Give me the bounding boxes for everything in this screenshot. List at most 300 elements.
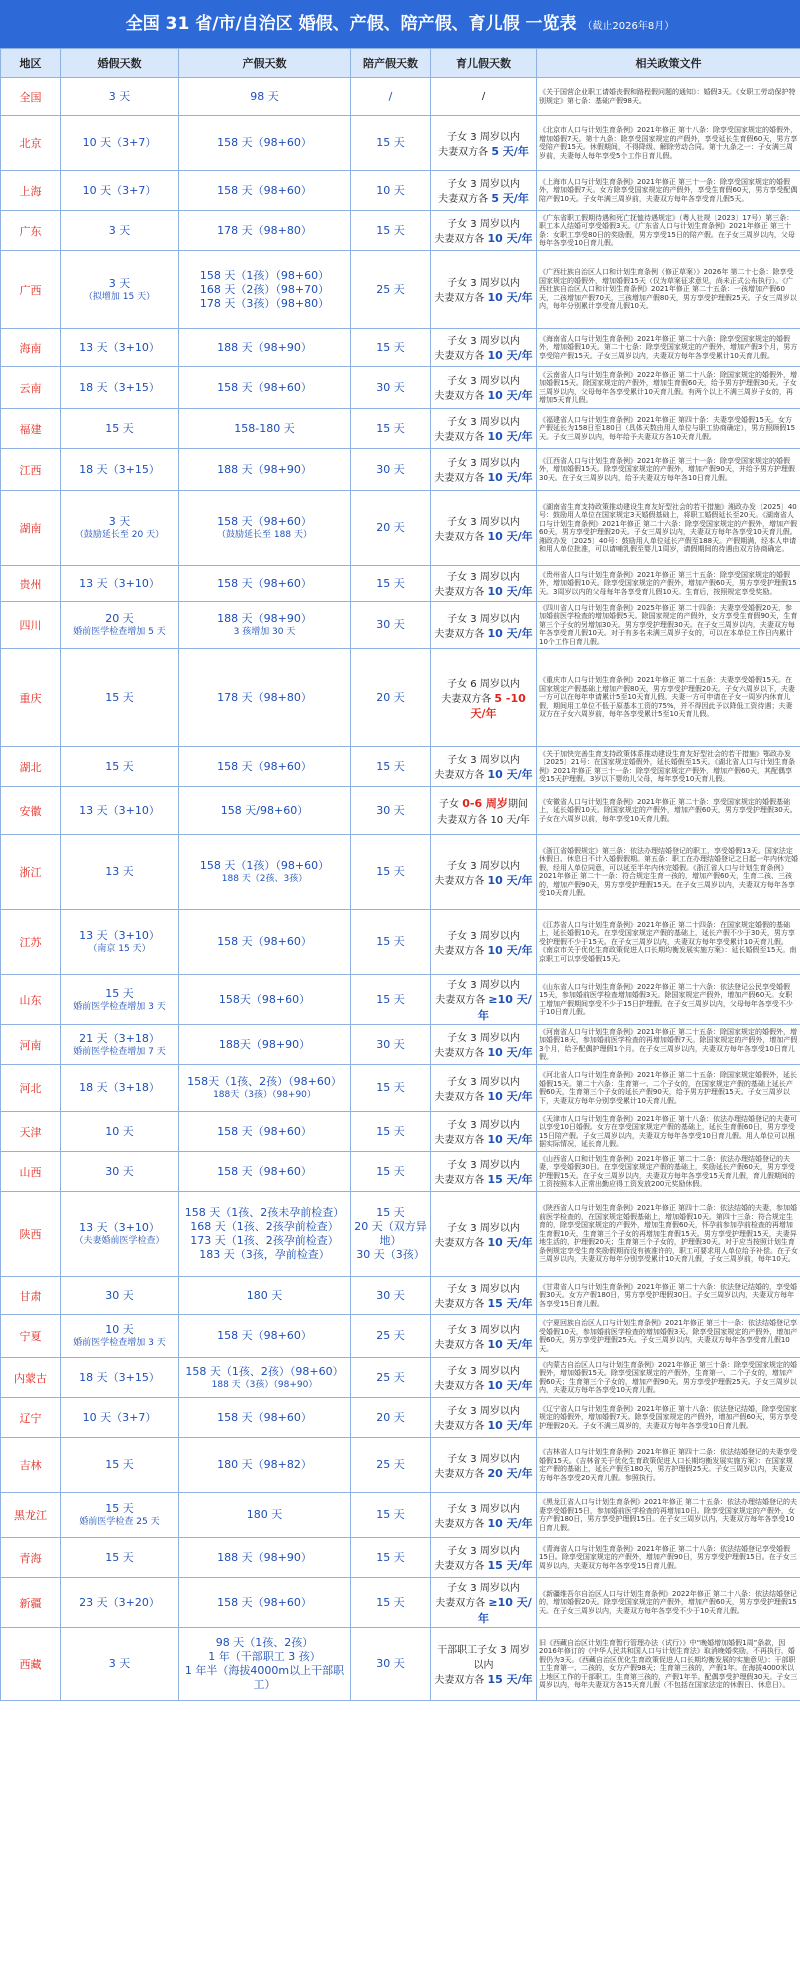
childcare-days: 10 天/年 [487,1337,533,1351]
policy-cell: 《重庆市人口与计划生育条例》2021年修正 第二十五条：夫妻享受婚假15天。在国家规定产假基础上增加产假80天，男方享受护理假20天。子女六周岁以下，夫妻一方可以在每年申请累计5至10天育儿假。夫妻一方可申请在子女一周岁内休育儿假，期间用工单位不低于原基本工资的75%，并不得因此予以降低工资待遇；夫妻双方在子女六周岁前，每年各享受累计5至10天育儿假。 [537,649,800,747]
region-cell: 广东 [1,211,61,251]
childcare-cell [431,1112,537,1152]
region-cell: 江苏 [1,910,61,975]
page-title [0,0,800,48]
header-policy: 相关政策文件 [537,49,800,78]
table-row [1,78,800,116]
marriage-cell [61,1358,179,1398]
table-row [1,491,800,566]
marriage-cell [61,449,179,491]
region-cell: 安徽 [1,787,61,835]
maternity-cell [179,1493,351,1538]
paternity-days: 20 天（双方异地） [354,1220,427,1247]
marriage-days: 13 天（3+10） [79,929,160,942]
marriage-days: 15 天 [105,1502,134,1515]
maternity-cell [179,1112,351,1152]
marriage-cell [61,78,179,116]
childcare-days: 15 天/年 [487,1297,533,1310]
childcare-cell [431,211,537,251]
paternity-cell [351,211,431,251]
maternity-days: 98 天（1孩、2孩） [215,1636,314,1649]
paternity-days: 15 天 [376,1081,405,1094]
maternity-days: 158 天（98+60） [217,1124,312,1138]
paternity-cell [351,1277,431,1315]
maternity-cell [179,367,351,409]
childcare-text: 子女 3 周岁以内 夫妻双方各 [434,613,520,640]
childcare-text: 子女 3 周岁以内 夫妻双方各 [435,1583,520,1609]
policy-cell: 《山东省人口与计划生育条例》2022年修正 第二十六条：依法登记公民享受婚假15天，参加婚前医学检查增加婚假3天。除国家规定产假外，增加产假60天。女职工增加产假期间享受不少于15日护理假。在子女三周岁以内，父母每年各享受不少于10日育儿假。 [537,975,800,1025]
maternity-days: 158 天/98+60） [220,803,309,817]
childcare-cell [431,171,537,211]
childcare-days: 10 天/年 [487,389,533,402]
table-row [1,1277,800,1315]
childcare-cell [431,787,537,835]
paternity-days: 30 天 [376,462,405,476]
marriage-days: 15 天 [105,986,134,1000]
paternity-cell [351,835,431,910]
childcare-cell [431,910,537,975]
maternity-days: 158 天（1孩）（98+60） [199,859,330,872]
paternity-days: 15 天 [376,421,405,435]
childcare-text: 子女 3 周岁以内 夫妻双方各 [434,1033,520,1059]
policy-cell: 《上海市人口与计划生育条例》2021年修正 第三十一条：除享受国家规定的婚假外，增加婚假7天。女方除享受国家规定的产假外，享受生育假60天，男方享受配偶陪产假10天。子女年满三周岁前，夫妻双方每年各享受育儿假5天。 [537,171,800,211]
marriage-days: 13 天 [105,865,134,878]
maternity-cell [179,1277,351,1315]
childcare-text: 干部职工子女 3 周岁以内 夫妻双方各 [434,1645,530,1686]
maternity-days: 188 天（98+90） [217,1550,312,1564]
region-cell: 天津 [1,1112,61,1152]
maternity-cell [179,409,351,449]
region-cell: 重庆 [1,649,61,747]
marriage-days: 15 天 [105,690,134,704]
paternity-days: / [388,89,393,103]
childcare-days: 10 天/年 [487,1235,533,1249]
maternity-note: （鼓励延长至 188 天） [217,530,312,540]
marriage-note: 婚前医学检查 25 天 [79,1517,160,1527]
paternity-days: 30 天 [376,1037,405,1051]
marriage-days: 15 天 [105,1458,134,1471]
policy-cell: 《四川省人口与计划生育条例》2025年修正 第二十四条：夫妻享受婚假20天，参加婚前医学检查的增加婚假5天。除国家规定的产假外，女方享受生育假90天，生育第三个子女的另增加30天。男方享受护理假30天。在子女三周岁以内，夫妻双方每年各享受育儿假10天。对于有多名未满三周岁子女的，可以在本单位工作日内累计10个工作日育儿假。 [537,602,800,649]
header-region: 地区 [1,49,61,78]
policy-cell: 《浙江省婚假规定》第三条：依法办理结婚登记的职工，享受婚假13天。国家法定休假日、休息日不计入婚假假期。第五条：职工在办理结婚登记之日起一年内休完婚假，经用人单位同意，可以延至半年内休完婚假。《浙江省人口与计划生育条例》2021年修正 第二十一条：符合规定生育一孩的，增加产假60天，生育二孩、三孩的，增加产假90天，男方享受护理假15天。在子女三周岁以内，夫妻双方每年各享受10天育儿假。 [537,835,800,910]
paternity-days: 30 天 [376,380,405,394]
table-header-row [1,49,800,78]
paternity-cell [351,787,431,835]
childcare-cell [431,1578,537,1628]
policy-cell: 《湖南省生育支持政策推动建设生育友好型社会的若干措施》湘政办发〔2025〕40号：鼓励用人单位在国家规定3天婚假基础上，将职工婚假延长至20天。《湖南省人口与计划生育条例》2021年修正 第二十六条：除享受国家规定的产假外，增加产假60天，男方享受护理假20天。子女三周岁以内，夫妻双方每年各享受10天育儿假。湘政办发〔2025〕40号：鼓励用人单位延长产假至188天。产假期满，经本人申请和用人单位批准，可以请哺乳假至婴儿1周岁，请假期间的待遇由双方协商确定。 [537,491,800,566]
childcare-days: 10 天/年 [487,291,533,304]
childcare-text: 子女 3 周岁以内 夫妻双方各 [434,1324,520,1351]
paternity-days: 15 天 [376,1550,405,1564]
maternity-cell [179,602,351,649]
childcare-days: 10 天/年 [487,873,533,887]
paternity-days: 10 天 [376,183,405,197]
marriage-cell [61,1192,179,1277]
policy-cell: 《青海省人口与计划生育条例》2021年修正 第二十八条：依法结婚登记享受婚假15日。除享受国家规定的产假外，增加产假90日，男方享受护理假15日。在子女三周岁以内，夫妻双方每年各享受15日育儿假。 [537,1538,800,1578]
childcare-cell [431,566,537,602]
marriage-cell [61,491,179,566]
table-row [1,329,800,367]
region-cell: 北京 [1,116,61,171]
marriage-days: 18 天（3+15） [79,380,160,394]
marriage-days: 10 天（3+7） [82,183,157,197]
region-cell: 湖北 [1,747,61,787]
childcare-days: 5 天/年 [491,192,529,205]
childcare-text: 子女 3 周岁以内 夫妻双方各 [434,860,520,887]
maternity-days: 158 天（98+60） [217,935,312,948]
childcare-cell [431,747,537,787]
marriage-cell [61,409,179,449]
childcare-text: 子女 3 周岁以内 夫妻双方各 [438,179,520,205]
marriage-days: 23 天（3+20） [79,1595,160,1609]
marriage-cell [61,1315,179,1358]
table-row [1,787,800,835]
title-main: 全国 31 省/市/自治区 婚假、产假、陪产假、育儿假 一览表 [125,14,577,34]
maternity-cell [179,1315,351,1358]
maternity-note: 1 年（干部职工 3 孩） [208,1650,321,1663]
childcare-cell [431,649,537,747]
paternity-cell [351,1438,431,1493]
paternity-days: 15 天 [376,1595,405,1609]
childcare-cell [431,1277,537,1315]
policy-cell: 《吉林省人口与计划生育条例》2021年修正 第四十二条：依法结婚登记的夫妻享受婚假15天。《吉林省关于优化生育政策促进人口长期均衡发展实施方案》：在国家规定产假的基础上，延长产假至180天，男方护理假25天。子女三周岁以内，夫妻双方每年各享受20天育儿假。参照执行。 [537,1438,800,1493]
childcare-text: 子女 3 周岁以内 夫妻双方各 [434,1076,520,1103]
maternity-days: 158 天（98+60） [217,1164,312,1178]
region-cell: 吉林 [1,1438,61,1493]
childcare-cell [431,251,537,329]
childcare-text: 子女 3 周岁以内 夫妻双方各 [434,516,520,543]
marriage-days: 10 天（3+7） [82,1410,157,1424]
maternity-cell [179,787,351,835]
childcare-text: 子女 3 周岁以内 夫妻双方各 [434,1120,520,1146]
paternity-days: 25 天 [376,1329,405,1342]
childcare-text: 子女 3 周岁以内 夫妻双方各 [434,1160,520,1186]
table-row [1,1538,800,1578]
maternity-cell [179,566,351,602]
paternity-days: 15 天 [376,136,405,149]
childcare-text: 子女 3 周岁以内 夫妻双方各 [438,131,520,158]
marriage-days: 3 天 [108,515,131,528]
region-cell: 陕西 [1,1192,61,1277]
marriage-note: （拟增加 15 天） [83,291,156,302]
childcare-text: 子女 [439,799,463,810]
maternity-days: 158 天（98+60） [217,1329,312,1342]
maternity-days: 98 天 [250,89,279,103]
marriage-cell [61,1398,179,1438]
policy-cell: 旧《西藏自治区计划生育暂行管理办法（试行）》中“晚婚增加婚假1周”条款，因2016年修订的《中华人民共和国人口与计划生育法》取消晚婚奖励，不再执行，婚假仍为3天。《西藏自治区优化生育政策促进人口长期均衡发展的实施意见》：干部职工生育第一、二孩的，女方产假98天；生育第三孩的，产假1年。在海拔4000米以上地区工作的干部职工，生育第三孩的，产假1年半。配偶享受护理假30天。子女三周岁以内，每年夫妻双方各15天育儿假（不包括在国家法定的休假日、休息日）。 [537,1628,800,1701]
childcare-cell [431,1025,537,1065]
table-row [1,449,800,491]
paternity-days: 25 天 [376,1458,405,1471]
paternity-days: 15 天 [376,223,405,237]
table-row [1,1192,800,1277]
maternity-days: 188天（98+90） [218,1037,311,1051]
region-cell: 浙江 [1,835,61,910]
paternity-cell [351,1628,431,1701]
marriage-days: 13 天（3+10） [79,803,160,817]
maternity-note: 1 年半（海拔4000m以上干部职工） [184,1664,345,1691]
paternity-days: 15 天 [376,865,405,878]
childcare-text: 子女 3 周岁以内 夫妻双方各 [434,1503,520,1530]
childcare-days: 5 -10 天/年 [470,691,526,720]
region-cell: 云南 [1,367,61,409]
marriage-cell [61,1628,179,1701]
table-row [1,975,800,1025]
paternity-days: 15 天 [376,1508,405,1521]
table-row [1,251,800,329]
maternity-note: 178 天（3孩）（98+80） [199,296,330,310]
policy-cell: 《陕西省人口与计划生育条例》2021年修正 第四十二条：依法结婚的夫妻，参加婚前医学检查的，在国家规定婚假基础上，增加婚假10天。第四十三条：符合规定生育的，除享受国家规定的产假外，增加生育假60天，怀孕前参加孕前检查的再增加生育假10天，生育第三个子女的再增加生育假15天。男方享受护理假15天，夫妻异地生活的，护理假20天；生育第三个子女的，护理假30天。对于应当按照计划生育条例规定享受生育奖励假期而没有被准许的，职工可要求用人单位给予补偿。在子女三周岁以内，夫妻双方每年分别享受累计10天育儿假，子女三周岁前，每年10天。 [537,1192,800,1277]
childcare-cell [431,78,537,116]
marriage-cell [61,251,179,329]
table-row [1,566,800,602]
maternity-cell [179,211,351,251]
marriage-days: 10 天 [105,1323,134,1336]
childcare-days: 10 天/年 [487,626,533,640]
paternity-days: 15 天 [376,759,405,773]
table-row [1,367,800,409]
childcare-cell [431,1398,537,1438]
childcare-text: 子女 3 周岁以内 夫妻双方各 [434,219,520,245]
paternity-cell [351,1538,431,1578]
policy-cell: 《甘肃省人口与计划生育条例》2021年修正 第二十六条：依法登记结婚的，享受婚假30天。女方产假180日，男方享受护理假30日。子女三周岁以内，夫妻双方每年各享受15日育儿假。 [537,1277,800,1315]
childcare-text: 子女 3 周岁以内 夫妻双方各 [434,1406,520,1432]
marriage-note: （南京 15 天） [88,944,151,954]
maternity-days: 178 天（98+80） [217,690,312,704]
childcare-text: 子女 6 周岁以内 夫妻双方各 [441,678,520,705]
childcare-days: 10 天/年 [487,349,533,362]
policy-cell: 《辽宁省人口与计划生育条例》2021年修正 第十八条：依法登记结婚，除享受国家规定的婚假外，增加婚假7天。除享受国家规定的产假外，增加产假60天，男方享受护理假20天。子女不满三周岁的，夫妻双方每年各享受10日育儿假。 [537,1398,800,1438]
marriage-cell [61,787,179,835]
region-cell: 海南 [1,329,61,367]
childcare-days: 15 天/年 [487,1559,533,1572]
childcare-days: 10 天/年 [487,1089,533,1103]
marriage-cell [61,1112,179,1152]
table-row [1,171,800,211]
childcare-days: 15 天/年 [487,1673,533,1686]
policy-cell: 《河北省人口与计划生育条例》2021年修正 第二十五条：除国家规定婚假外，延长婚假15天。第二十六条：生育第一、二个子女的，在国家规定产假的基础上延长产假60天，生育第三个子女的延长产假90天，给予男方护理假15天。子女三周岁以下，夫妻双方每年分别享受累计10天育儿假。 [537,1065,800,1112]
paternity-days: 15 天 [376,992,405,1006]
childcare-days: 10 天/年 [487,430,533,443]
paternity-days: 15 天 [376,935,405,948]
childcare-days: 10 天/年 [487,943,533,957]
maternity-days: 158 天（98+60） [217,183,312,197]
maternity-cell [179,329,351,367]
childcare-days: 10 天/年 [487,1046,533,1059]
policy-cell: 《江西省人口与计划生育条例》2021年修正 第三十一条：除享受国家规定的婚假外，增加婚假15天。除享受国家规定的产假外，增加产假90天，并给予男方护理假30天。在子女三周岁以内，给予夫妻双方每年各10日育儿假。 [537,449,800,491]
paternity-days: 30 天 [376,1657,405,1670]
marriage-cell [61,1438,179,1493]
childcare-text: 子女 3 周岁以内 夫妻双方各 [434,572,520,598]
childcare-days: ≥10 天/年 [478,1596,532,1625]
childcare-cell [431,1192,537,1277]
childcare-text: 子女 3 周岁以内 夫妻双方各 [435,980,520,1006]
policy-cell: 《天津市人口与计划生育条例》2021年修正 第十八条：依法办理结婚登记的夫妻可以享受10日婚假。女方在享受国家规定产假的基础上，延长生育假60日，男方享受15日陪产假。子女三周岁以内，夫妻双方每年各享受10日育儿假。用人单位可以根据实际情况，延长育儿假。 [537,1112,800,1152]
marriage-cell [61,211,179,251]
maternity-days: 158 天（1孩、2孩未孕前检查） [184,1206,345,1219]
paternity-cell [351,1315,431,1358]
marriage-note: 婚前医学检查增加 5 天 [73,627,166,637]
maternity-cell [179,747,351,787]
policy-cell: 《安徽省人口与计划生育条例》2021年修正 第二十条：享受国家规定的婚假基础上，延长婚假10天。除国家规定的产假外，增加产假60天，男方享受护理假30天。子女在六周岁以前，每年享受10天育儿假。 [537,787,800,835]
childcare-text: 子女 3 周岁以内 夫妻双方各 [434,930,520,957]
marriage-note: 婚前医学检查增加 7 天 [73,1046,166,1057]
childcare-days: 10 天/年 [487,471,533,484]
region-cell: 福建 [1,409,61,449]
region-cell: 黑龙江 [1,1493,61,1538]
maternity-note: 188 天（2孩、3孩） [221,874,308,884]
marriage-cell [61,1578,179,1628]
childcare-days: 10 天/年 [487,1419,533,1432]
maternity-cell [179,1398,351,1438]
table-row [1,1493,800,1538]
policy-cell: 《关于加快完善生育支持政策体系推动建设生育友好型社会的若干措施》鄂政办发〔2025〕21号：在国家规定婚假外，延长婚假至15天。《湖北省人口与计划生育条例》2021年修正 第三十一条：除享受国家规定产假外，增加产假60天，其配偶享受15天护理假。3岁以下婴幼儿父母，每年享受10天育儿假。 [537,747,800,787]
region-cell: 河南 [1,1025,61,1065]
marriage-days: 30 天 [105,1288,134,1302]
region-cell: 青海 [1,1538,61,1578]
marriage-cell [61,171,179,211]
paternity-cell [351,78,431,116]
marriage-days: 15 天 [105,759,134,773]
region-cell: 全国 [1,78,61,116]
childcare-text: 子女 3 周岁以内 夫妻双方各 [434,1284,520,1310]
childcare-cell [431,116,537,171]
maternity-days: 158 天（98+60） [217,380,312,394]
policy-cell: 《贵州省人口与计划生育条例》2021年修正 第三十五条：除享受国家规定的婚假外，增加婚假10天。除享受国家规定的产假外，增加产假60天，男方享受护理假15天。3周岁以内的父母每年各享受育儿假10天。生育后，按照规定享受奖励。 [537,566,800,602]
table-row [1,1578,800,1628]
childcare-text: 子女 3 周岁以内 夫妻双方各 [434,1222,520,1249]
marriage-days: 13 天（3+10） [79,340,160,354]
maternity-days: 158 天（98+60） [217,576,312,590]
childcare-text: 子女 3 周岁以内 夫妻双方各 [434,278,520,304]
table-row [1,910,800,975]
childcare-days: 5 天/年 [491,144,529,158]
childcare-cell [431,835,537,910]
maternity-cell [179,1578,351,1628]
maternity-note: 188 天（3孩）（98+90） [211,1379,318,1390]
paternity-cell [351,251,431,329]
childcare-text: 子女 3 周岁以内 夫妻双方各 [434,755,520,781]
maternity-cell [179,910,351,975]
paternity-cell [351,1152,431,1192]
maternity-days: 180 天（98+82） [217,1458,312,1471]
paternity-days: 25 天 [376,1370,405,1384]
maternity-days: 158 天（1孩、2孩）（98+60） [185,1364,344,1378]
maternity-days: 158 天（98+60） [217,759,312,773]
region-cell: 贵州 [1,566,61,602]
marriage-cell [61,329,179,367]
marriage-cell [61,649,179,747]
marriage-cell [61,1025,179,1065]
childcare-cell [431,975,537,1025]
policy-cell: 《广东省职工假期待遇和死亡抚恤待遇规定》（粤人社规〔2023〕17号）第三条：职工本人结婚可享受婚假3天。《广东省人口与计划生育条例》2021年修正 第三十条：女职工享受80日的奖励假，男方享受15日的陪产假。在子女三周岁以内，父母每年各享受10日育儿假。 [537,211,800,251]
paternity-cell [351,367,431,409]
marriage-cell [61,566,179,602]
paternity-days: 30 天 [376,803,405,817]
region-cell: 湖南 [1,491,61,566]
leave-table [0,48,800,1701]
childcare-text: 子女 3 周岁以内 夫妻双方各 [434,1546,520,1572]
marriage-days: 15 天 [105,421,134,435]
childcare-text: 子女 3 周岁以内 夫妻双方各 [434,376,520,402]
policy-cell: 《北京市人口与计划生育条例》2021年修正 第十八条：除享受国家规定的婚假外，增加婚假7天。第十九条：除享受国家规定的产假外，享受延长生育假60天，男方享受陪产假15天。休假期间，不得降级、解除劳动合同。第十九条之一：子女满三周岁前，夫妻每人每年享受5个工作日育儿假。 [537,116,800,171]
region-cell: 甘肃 [1,1277,61,1315]
maternity-cell [179,975,351,1025]
policy-cell: 《宁夏回族自治区人口与计划生育条例》2021年修正 第三十一条：依法结婚登记享受婚假10天，参加婚前医学检查的增加婚假3天。除享受国家规定的产假外，增加产假60天，男方享受护理假25天。子女三周岁以内，夫妻双方每年各享受育儿假10天。 [537,1315,800,1358]
maternity-days: 158 天（1孩）（98+60） [199,268,330,282]
childcare-days: 10 天/年 [487,1379,533,1392]
maternity-days: 180 天 [246,1288,283,1302]
paternity-cell [351,1398,431,1438]
header-marriage: 婚假天数 [61,49,179,78]
marriage-cell [61,835,179,910]
marriage-cell [61,1277,179,1315]
header-maternity: 产假天数 [179,49,351,78]
paternity-cell [351,975,431,1025]
paternity-days: 15 天 [376,1164,405,1178]
maternity-days: 158-180 天 [234,421,295,435]
paternity-cell [351,566,431,602]
maternity-days: 158天（98+60） [218,992,311,1006]
childcare-text: 子女 3 周岁以内 夫妻双方各 [434,1366,520,1392]
childcare-text: 子女 3 周岁以内 夫妻双方各 [434,417,520,443]
marriage-note: （夫妻婚前医学检查） [74,1236,165,1246]
paternity-days: 30 天 [376,1288,405,1302]
table-row [1,747,800,787]
childcare-cell [431,367,537,409]
region-cell: 新疆 [1,1578,61,1628]
childcare-text: 子女 3 周岁以内 夫妻双方各 [434,458,520,484]
childcare-days: 10 天/年 [487,1133,533,1146]
marriage-cell [61,116,179,171]
marriage-days: 3 天 [108,1657,131,1670]
marriage-days: 3 天 [108,89,131,103]
policy-cell: 《广西壮族自治区人口和计划生育条例（修正草案）》2026年 第二十七条：除享受国家规定的婚假外，增加婚假15天（仅为草案征求意见，尚未正式公布执行）。《广西壮族自治区人口和计划生育条例》2021年修正 第二十五条：一孩增加产假60天，二孩增加产假70天，三孩增加产假80天，男方享受护理假25天。子女三周岁以内，每年分别累计享受育儿假10天。 [537,251,800,329]
table-row [1,1315,800,1358]
table-row [1,1152,800,1192]
paternity-days: 15 天 [376,1206,405,1219]
region-cell: 宁夏 [1,1315,61,1358]
childcare-cell [431,1628,537,1701]
paternity-days: 30 天 [376,618,405,631]
table-row [1,409,800,449]
marriage-cell [61,1065,179,1112]
childcare-days: 10 天/年 [487,768,533,781]
maternity-days: 158 天（98+60） [217,515,312,528]
marriage-days: 3 天 [108,223,131,237]
marriage-days: 13 天（3+10） [79,1221,160,1234]
policy-cell: 《内蒙古自治区人口与计划生育条例》2021年修正 第三十条：除享受国家规定的婚假外，增加婚假15天。除享受国家规定的产假外，生育第一、二个子女的，增加产假60天；生育第三个子女的，增加产假90天。男方享受护理假25天。子女三周岁以内，夫妻双方每年各享受10天育儿假。 [537,1358,800,1398]
childcare-cell [431,329,537,367]
region-cell: 西藏 [1,1628,61,1701]
marriage-days: 30 天 [105,1164,134,1178]
marriage-days: 10 天 [105,1124,134,1138]
table-row [1,1065,800,1112]
marriage-note: （鼓励延长至 20 天） [74,530,165,540]
maternity-note: 168 天（2孩）（98+70） [199,282,330,296]
maternity-cell [179,251,351,329]
paternity-cell [351,1025,431,1065]
maternity-days: 158天（1孩、2孩）（98+60） [187,1075,342,1088]
marriage-cell [61,1493,179,1538]
paternity-cell [351,171,431,211]
paternity-cell [351,491,431,566]
region-cell: 广西 [1,251,61,329]
marriage-cell [61,910,179,975]
maternity-cell [179,1358,351,1398]
maternity-note: 188天（3孩）（98+90） [213,1090,316,1100]
marriage-days: 3 天 [108,276,131,290]
